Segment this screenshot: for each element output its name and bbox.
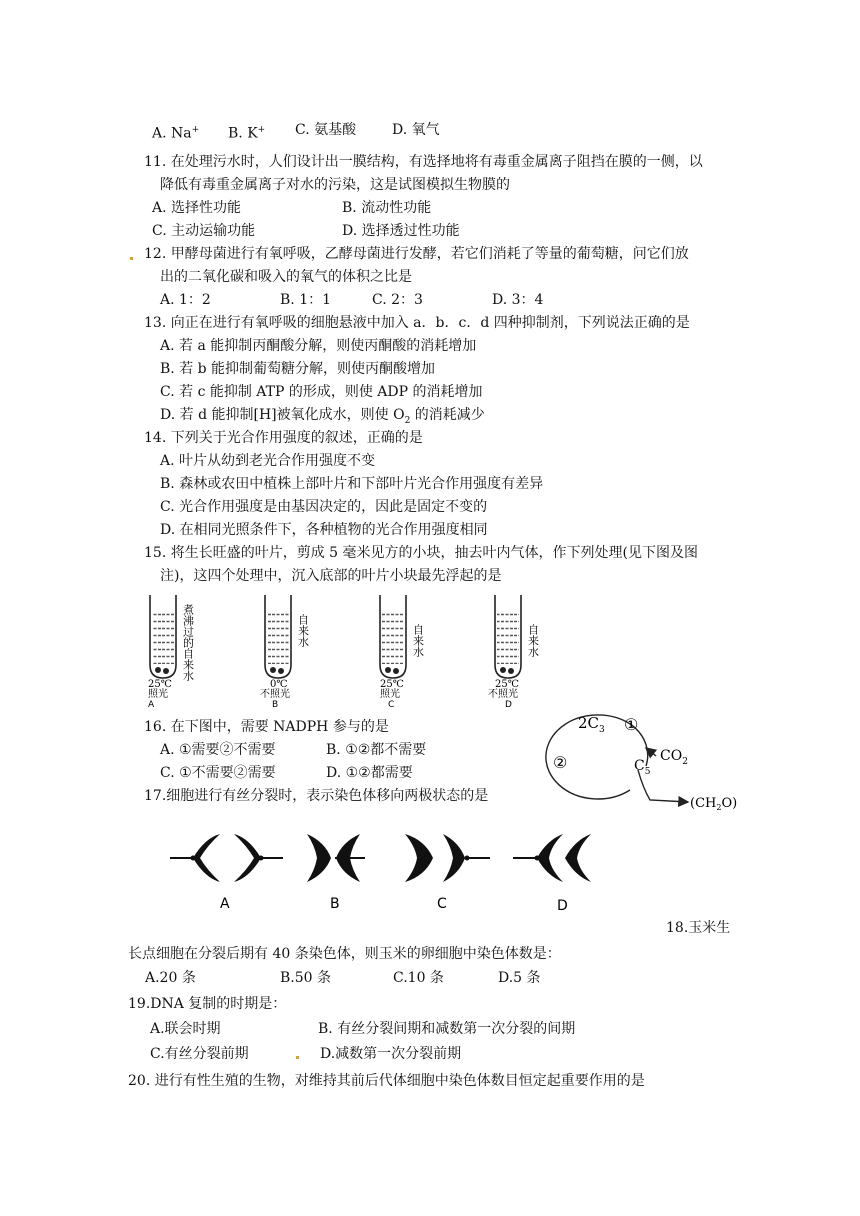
q10-option-b: B. K+ — [228, 125, 266, 142]
chromosome-d — [513, 834, 591, 910]
q18-stem-line2: 长点细胞在分裂后期有 40 条染色体，则玉米的卵细胞中染色体数是： — [128, 946, 561, 962]
tube-b-liquid: 自来水 — [296, 614, 310, 647]
tube-a-liquid: 煮沸过的自来水 — [181, 604, 195, 681]
c3-label: 2C — [578, 714, 600, 732]
chromosome-b-letter: B — [330, 896, 340, 910]
q10-option-c: C. 氨基酸 — [295, 122, 357, 138]
q11-option-b: B. 流动性功能 — [342, 200, 432, 216]
step-1-label: ① — [624, 715, 639, 734]
q11-option-d: D. 选择透过性功能 — [342, 223, 460, 239]
tube-d-letter: D — [505, 700, 512, 710]
svg-text:C5: $C_5$ — [634, 758, 651, 777]
chromosome-a — [170, 834, 283, 910]
q14-option-d: D. 在相同光照条件下，各种植物的光合作用强度相同 — [160, 522, 488, 538]
c5-label: C — [634, 758, 645, 774]
svg-text:CO2: $CO_2$ — [660, 748, 688, 767]
tube-c-temp: 25℃ — [380, 679, 404, 690]
q18-option-d: D.5 条 — [498, 970, 541, 986]
q14-option-c: C. 光合作用强度是由基因决定的，因此是固定不变的 — [160, 499, 488, 515]
q17-stem: 17.细胞进行有丝分裂时，表示染色体移向两极状态的是 — [144, 788, 489, 804]
q15-stem-line2: 注)，这四个处理中，沉入底部的叶片小块最先浮起的是 — [160, 568, 502, 584]
q12-option-b: B. 1：1 — [280, 292, 332, 308]
q10-option-a: A. Na+ — [152, 125, 200, 142]
q14-option-a: A. 叶片从幼到老光合作用强度不变 — [160, 453, 376, 469]
chromosome-d-letter: D — [557, 898, 568, 910]
q19-option-c: C.有丝分裂前期 — [150, 1046, 249, 1062]
chromosome-c — [405, 834, 490, 910]
tube-a-condition: 照光 — [148, 689, 168, 700]
q18-option-c: C.10 条 — [393, 970, 444, 986]
chromosome-figure — [165, 828, 615, 910]
tube-b-letter: B — [272, 700, 279, 710]
tube-c-liquid: 自来水 — [411, 624, 425, 657]
step-2-label: ② — [553, 753, 568, 772]
tube-a-letter: A — [148, 700, 155, 710]
q11-option-a: A. 选择性功能 — [152, 200, 242, 216]
q16-option-b: B. ①②都不需要 — [326, 742, 427, 758]
q11-stem-line2: 降低有毒重金属离子对水的污染，这是试图模拟生物膜的 — [160, 177, 510, 193]
q16-option-c: C. ①不需要②需要 — [160, 765, 276, 781]
calvin-cycle-diagram — [538, 708, 748, 816]
tube-a — [148, 595, 195, 710]
q12-option-d: D. 3：4 — [492, 292, 544, 308]
co2-label: CO — [660, 748, 683, 764]
tube-c-letter: C — [388, 700, 395, 710]
q13-option-a: A. 若 a 能抑制丙酮酸分解，则使丙酮酸的消耗增加 — [160, 338, 477, 354]
tube-a-temp: 25℃ — [148, 679, 172, 690]
q14-stem: 14. 下列关于光合作用强度的叙述，正确的是 — [144, 430, 423, 446]
q18-option-a: A.20 条 — [145, 970, 196, 986]
q19-stem: 19.DNA 复制的时期是： — [128, 996, 287, 1012]
q12-option-c: C. 2：3 — [372, 292, 423, 308]
q10-option-d: D. 氧气 — [392, 122, 440, 138]
q18-stem-line1: 18.玉米生 — [666, 920, 731, 936]
speck-mark — [130, 257, 133, 260]
q12-stem-line2: 出的二氧化碳和吸入的氧气的体积之比是 — [160, 269, 412, 285]
q18-option-b: B.50 条 — [280, 970, 332, 986]
svg-text:(CH2O): $(CH_2O)$ — [690, 796, 738, 812]
chromosome-a-letter: A — [220, 896, 230, 910]
q11-stem-line1: 11. 在处理污水时，人们设计出一膜结构，有选择地将有毒重金属离子阻挡在膜的一侧，以 — [144, 154, 703, 170]
q13-option-c: C. 若 c 能抑制 ATP 的形成，则使 ADP 的消耗增加 — [160, 384, 483, 400]
tube-c-condition: 照光 — [380, 689, 400, 700]
product-label: (CH — [690, 796, 717, 811]
tube-d — [488, 595, 540, 710]
q13-option-d: D. 若 d 能抑制[H]被氧化成水，则使 $O_2$ 的消耗减少 — [160, 407, 485, 426]
q12-stem-line1: 12. 甲酵母菌进行有氧呼吸，乙酵母菌进行发酵，若它们消耗了等量的葡萄糖，问它们放 — [144, 246, 689, 262]
q12-option-a: A. 1：2 — [160, 292, 211, 308]
tube-d-temp: 25℃ — [495, 679, 519, 690]
tube-b — [260, 595, 310, 710]
q19-option-a: A.联会时期 — [150, 1021, 221, 1037]
tube-b-condition: 不照光 — [260, 689, 290, 700]
svg-text:2C3: $2C_3$ — [578, 714, 605, 735]
q15-stem-line1: 15. 将生长旺盛的叶片，剪成 5 毫米见方的小块，抽去叶内气体，作下列处理(见下图及图 — [144, 545, 698, 561]
q14-option-b: B. 森林或农田中植株上部叶片和下部叶片光合作用强度有差异 — [160, 476, 544, 492]
q20-stem: 20. 进行有性生殖的生物，对维持其前后代体细胞中染色体数目恒定起重要作用的是 — [128, 1073, 645, 1089]
q13-stem: 13. 向正在进行有氧呼吸的细胞悬液中加入 a．b．c．d 四种抑制剂，下列说法正确的是 — [144, 315, 690, 331]
test-tubes-figure — [140, 590, 560, 710]
tube-d-liquid: 自来水 — [526, 624, 540, 657]
speck-mark — [296, 1056, 299, 1059]
q16-option-a: A. ①需要②不需要 — [160, 742, 276, 758]
q19-option-d: D.减数第一次分裂前期 — [320, 1046, 462, 1062]
tube-c — [380, 595, 425, 710]
q13-option-b: B. 若 b 能抑制葡萄糖分解，则使丙酮酸增加 — [160, 361, 436, 377]
q11-option-c: C. 主动运输功能 — [152, 223, 256, 239]
q16-stem: 16. 在下图中，需要 NADPH 参与的是 — [144, 719, 389, 735]
tube-d-condition: 不照光 — [488, 689, 518, 700]
q16-option-d: D. ①②都需要 — [326, 765, 413, 781]
chromosome-b — [307, 834, 365, 910]
tube-b-temp: 0℃ — [270, 679, 288, 690]
q19-option-b: B. 有丝分裂间期和减数第一次分裂的间期 — [318, 1021, 576, 1037]
chromosome-c-letter: C — [437, 896, 447, 910]
